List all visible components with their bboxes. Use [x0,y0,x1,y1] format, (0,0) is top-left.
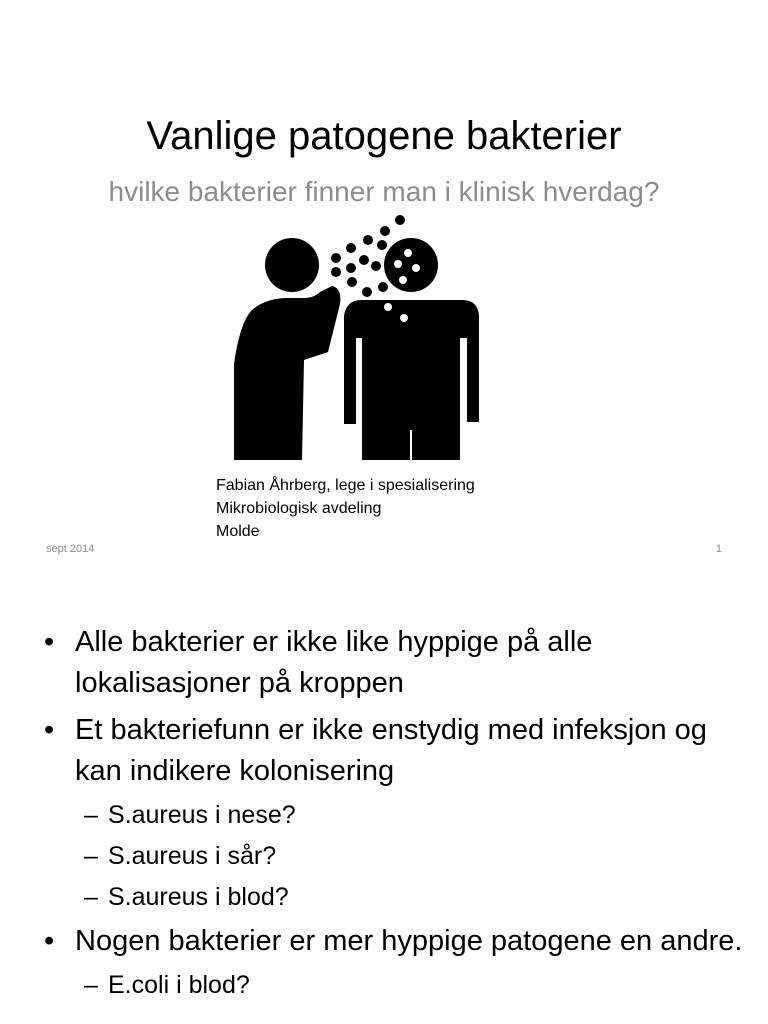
sub-bullet-marker: – [84,971,98,999]
spray-dot [331,267,341,277]
bullet-marker: • [44,714,55,746]
sub-bullet-text: E.coli i blod? [108,971,250,999]
spray-dot [362,287,372,297]
sub-bullet-marker: – [84,842,98,870]
author-name: Fabian Åhrberg, lege i spesialisering [216,477,475,494]
author-block [216,474,475,543]
author-location: Molde [216,523,260,540]
spray-dot [331,253,341,263]
bullet-item [44,710,744,792]
person-sneezing-on-person-icon [230,212,482,462]
bullet-item [44,622,744,704]
left-person-body [234,286,340,460]
left-person-head [265,238,319,292]
sub-bullet-marker: – [84,801,98,829]
bullet-text: Et bakteriefunn er ikke enstydig med infeksjon og kan indikere kolonisering [75,714,707,787]
droplet [412,264,420,272]
sub-bullet-text: S.aureus i sår? [108,842,277,870]
footer-date: sept 2014 [46,543,95,555]
slide-subtitle: hvilke bakterier finner man i klinisk hverdag? [108,176,660,207]
slide-title: Vanlige patogene bakterier [146,114,622,158]
spray-dot [346,243,356,253]
slide-2 [0,576,768,1024]
sub-bullet-text: S.aureus i blod? [108,883,289,911]
sub-bullet-item [44,880,744,915]
droplet [399,276,407,284]
bullet-marker: • [44,626,55,658]
bullet-marker: • [44,925,55,957]
right-person-body [344,300,479,460]
spray-dot [395,215,405,225]
slide-number: 1 [715,543,722,555]
sub-bullet-item [44,839,744,874]
bullet-item [44,921,744,962]
right-person-head [384,238,438,292]
sub-bullet-text: S.aureus i nese? [108,801,296,829]
droplet [404,249,412,257]
spray-dot [347,277,357,287]
droplet [384,303,392,311]
author-department: Mikrobiologisk avdeling [216,500,382,517]
spray-dot [378,282,388,292]
spray-dot [377,240,387,250]
spray-dot [346,263,356,273]
droplet [394,260,402,268]
spray-dot [380,226,390,236]
bullet-list [44,622,744,1009]
droplet [400,314,408,322]
sub-bullet-item [44,968,744,1003]
bullet-text: Nogen bakterier er mer hyppige patogene en andre. [75,925,743,957]
sub-bullet-marker: – [84,883,98,911]
spray-dot [371,261,381,271]
spray-dot [359,255,369,265]
bullet-text: Alle bakterier er ikke like hyppige på alle lokalisasjoner på kroppen [75,626,593,699]
sub-bullet-item [44,798,744,833]
spray-dot [363,235,373,245]
